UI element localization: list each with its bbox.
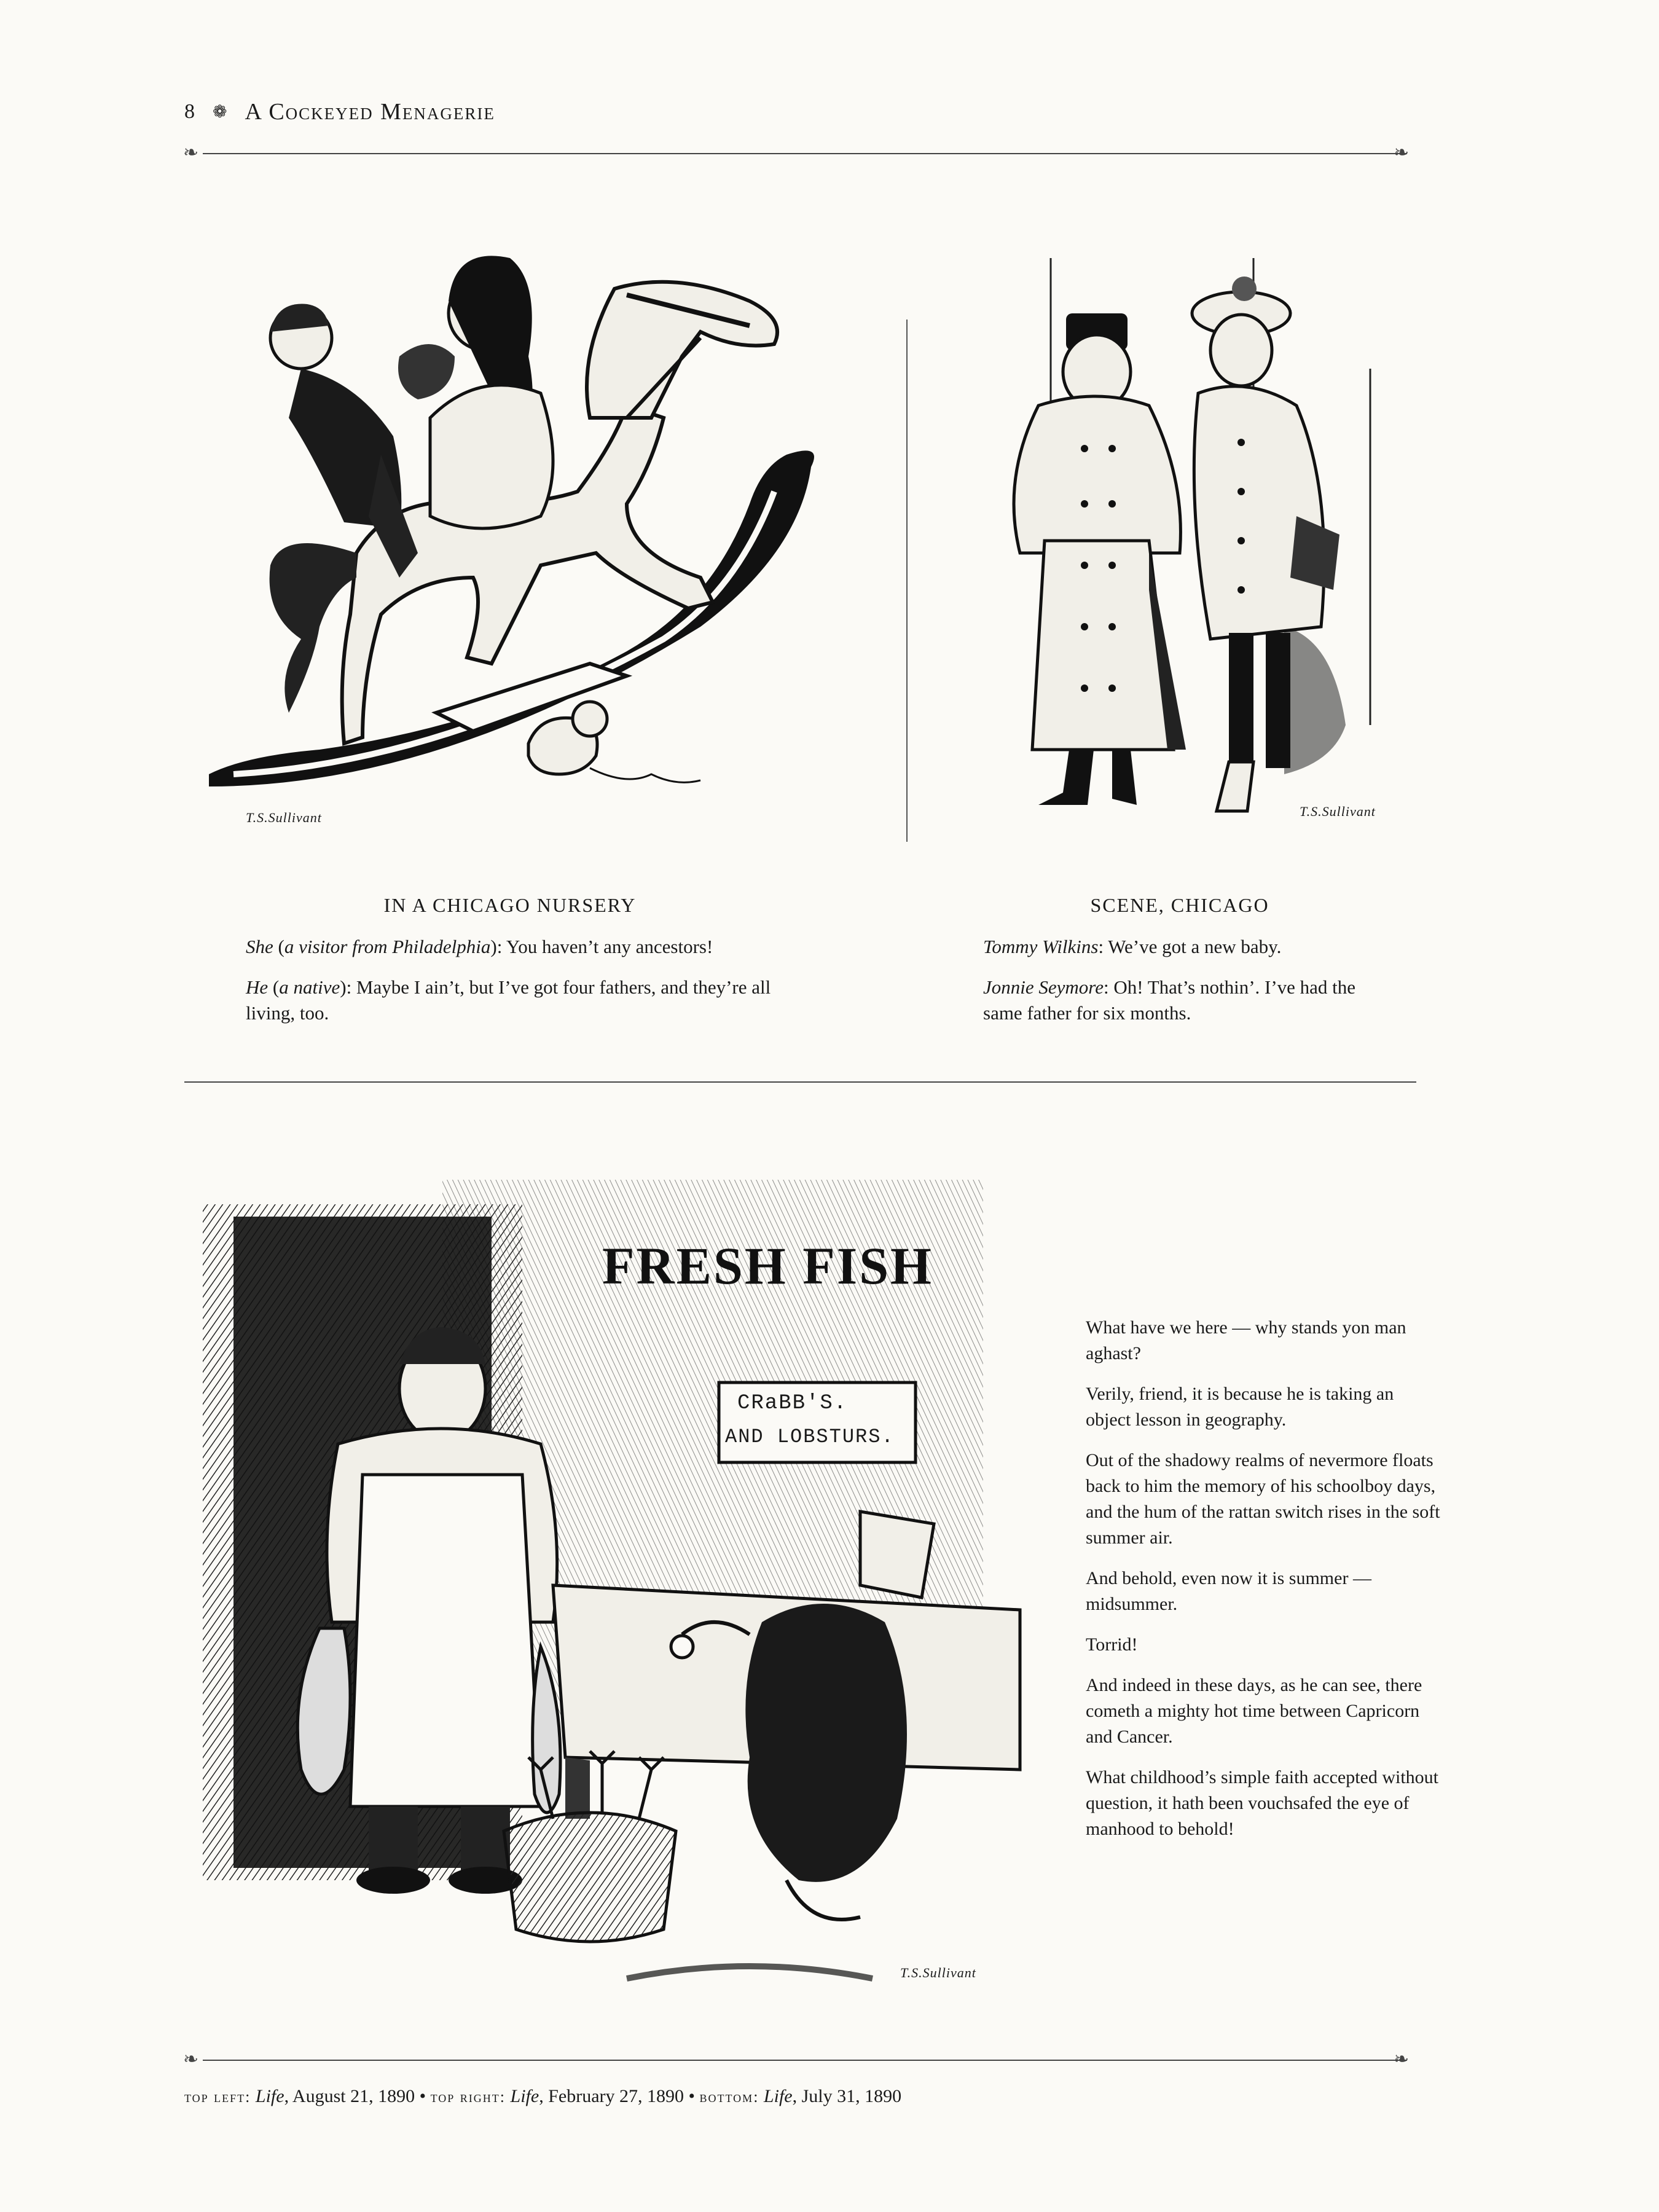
book-title: A Cockeyed Menagerie <box>245 99 495 125</box>
caption-title-nursery: IN A CHICAGO NURSERY <box>383 894 637 916</box>
fleuron-right-icon: ❧ <box>1394 143 1410 163</box>
dialog-line: He (a native): Maybe I ain’t, but I’ve got four fathers, and they’re all living, too. <box>246 976 771 1024</box>
image-credits: top left: Life, August 21, 1890 • top right: Life, February 27, 1890 • bottom: Life, July 31, 1890 <box>184 2086 902 2106</box>
dialog-line: She (a visitor from Philadelphia): You haven’t any ancestors! <box>246 936 713 957</box>
vertical-divider <box>906 320 908 842</box>
verse-paragraph: Verily, friend, it is because he is taking an object lesson in geography. <box>1086 1384 1394 1430</box>
caption-title-scene: SCENE, CHICAGO <box>1090 894 1269 916</box>
verse-text <box>1086 1315 1442 1857</box>
fleuron-left-icon: ❧ <box>183 143 199 163</box>
illustration-fish-shop <box>197 1155 1045 2003</box>
dialog-scene <box>983 934 1389 1041</box>
signature-top-right: T.S.Sullivant <box>1300 804 1376 819</box>
fleuron-left-icon: ❧ <box>183 2049 199 2069</box>
ornament-icon: ❁ <box>213 103 228 122</box>
dialog-line: Jonnie Seymore: Oh! That’s nothin’. I’ve had the same father for six months. <box>983 976 1356 1024</box>
verse-paragraph: Torrid! <box>1086 1634 1138 1655</box>
illustration-rocking-horse <box>197 233 848 836</box>
dialog-nursery <box>246 934 786 1041</box>
signature-top-left: T.S.Sullivant <box>246 810 322 825</box>
middle-rule <box>184 1081 1416 1083</box>
illustration-two-boys <box>965 246 1401 836</box>
sign-crabbs: CRaBB'S. <box>737 1392 848 1415</box>
verse-paragraph: And behold, even now it is summer — midsummer. <box>1086 1568 1371 1614</box>
verse-paragraph: What childhood’s simple faith accepted without question, it hath been vouchsafed the eye of manhood to behold! <box>1086 1767 1439 1839</box>
header-rule <box>203 153 1407 154</box>
footer-rule <box>203 2060 1407 2061</box>
running-head <box>184 98 495 125</box>
verse-paragraph: Out of the shadowy realms of nevermore floats back to him the memory of his schoolboy days, and the hum of the rattan switch rises in the soft summer air. <box>1086 1450 1440 1548</box>
sign-fresh-fish: FRESH FISH <box>602 1236 933 1295</box>
page-number: 8 <box>184 100 195 123</box>
dialog-line: Tommy Wilkins: We’ve got a new baby. <box>983 936 1282 957</box>
verse-paragraph: What have we here — why stands yon man aghast? <box>1086 1317 1406 1363</box>
signature-bottom: T.S.Sullivant <box>900 1965 976 1980</box>
fleuron-right-icon: ❧ <box>1394 2049 1410 2069</box>
sign-lobsturs: AND LOBSTURS. <box>725 1426 895 1448</box>
verse-paragraph: And indeed in these days, as he can see, there cometh a mighty hot time between Capricorn and Cancer. <box>1086 1675 1422 1747</box>
